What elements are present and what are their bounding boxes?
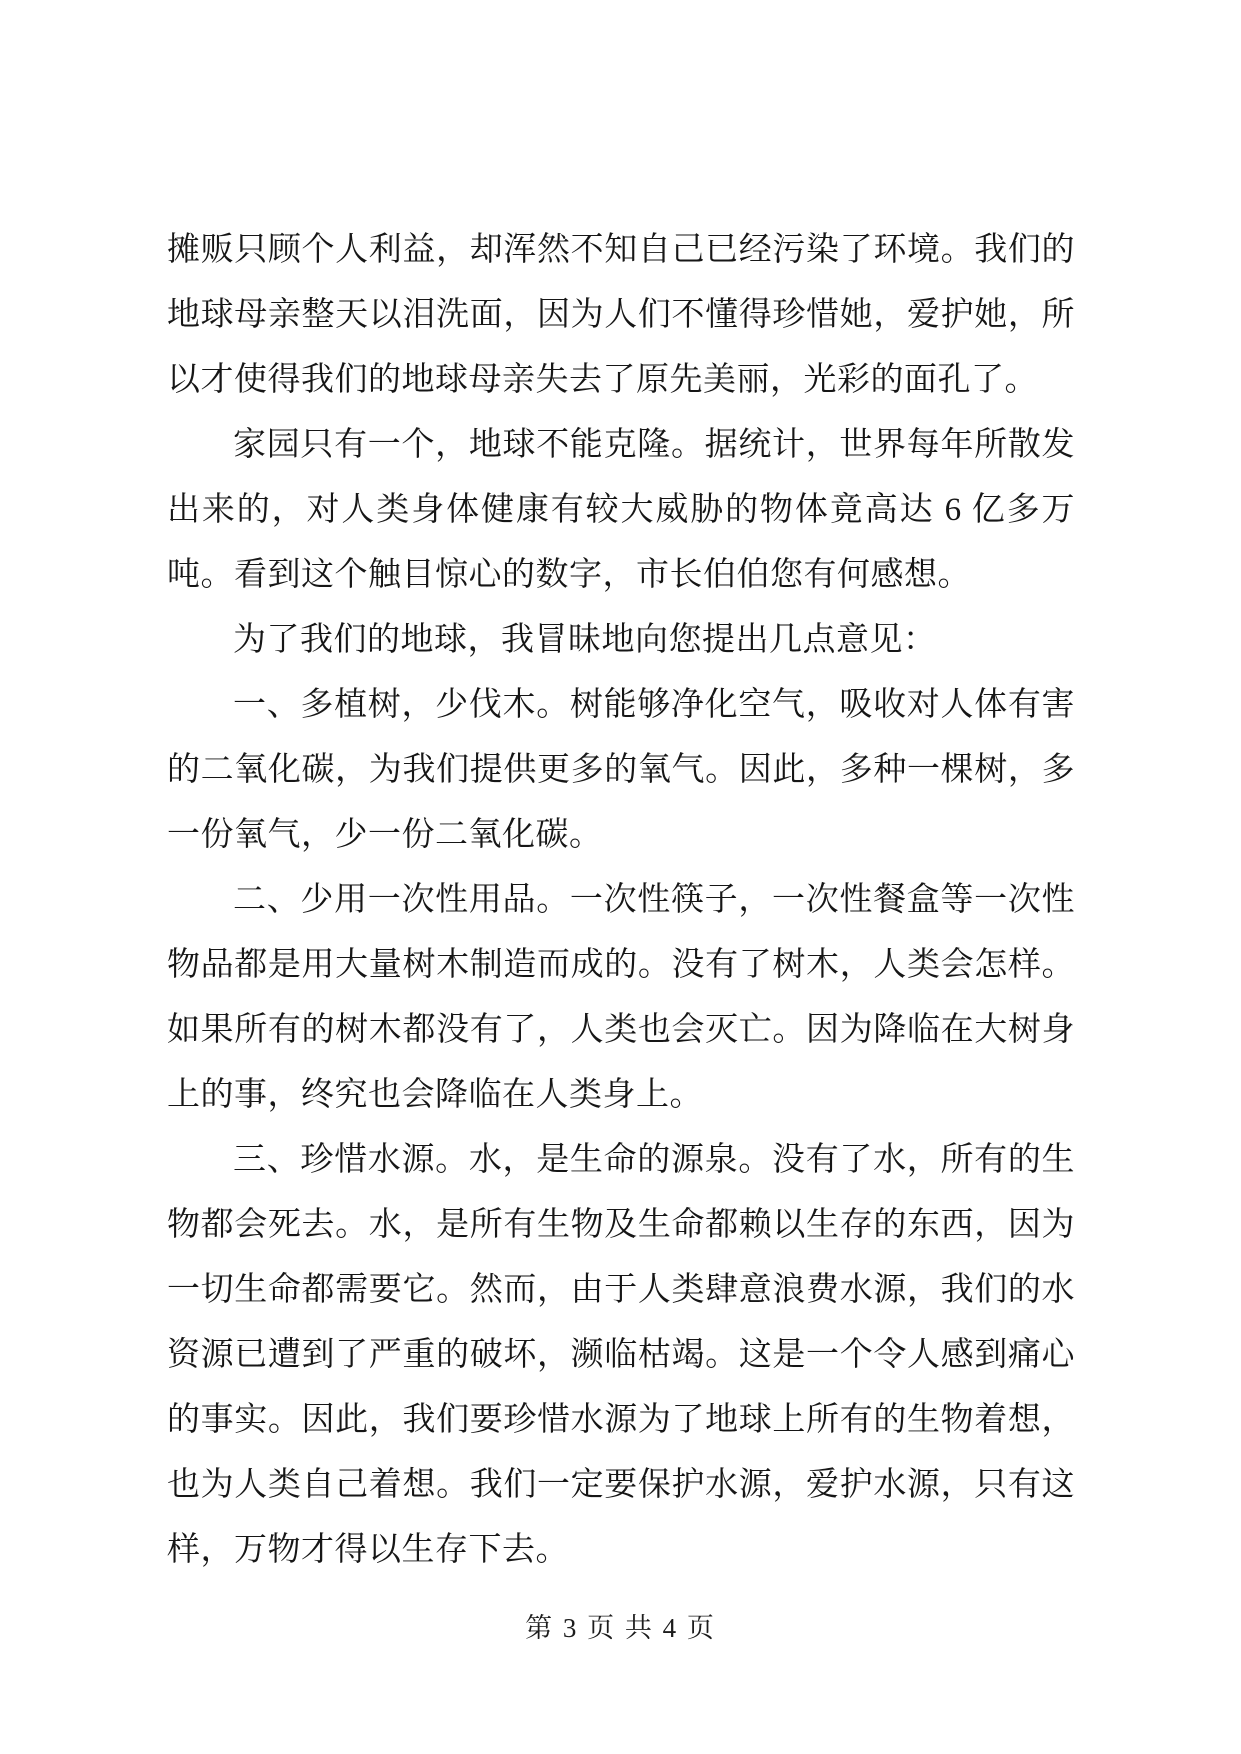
- document-body: [167, 218, 1075, 1583]
- paragraph: 摊贩只顾个人利益，却浑然不知自己已经污染了环境。我们的地球母亲整天以泪洗面，因为人们不懂得珍惜她，爱护她，所以才使得我们的地球母亲失去了原先美丽，光彩的面孔了。: [167, 232, 1075, 398]
- paragraph: 一、多植树，少伐木。树能够净化空气，吸收对人体有害的二氧化碳，为我们提供更多的氧气。因此，多种一棵树，多一份氧气，少一份二氧化碳。: [167, 687, 1075, 853]
- page-number-footer: 第 3 页 共 4 页: [525, 1613, 716, 1643]
- paragraph: 三、珍惜水源。水，是生命的源泉。没有了水，所有的生物都会死去。水，是所有生物及生命都赖以生存的东西，因为一切生命都需要它。然而，由于人类肆意浪费水源，我们的水资源已遭到了严重的破坏，濒临枯竭。这是一个令人感到痛心的事实。因此，我们要珍惜水源为了地球上所有的生物着想，也为人类自己着想。我们一定要保护水源，爱护水源，只有这样，万物才得以生存下去。: [167, 1142, 1075, 1568]
- paragraph: 二、少用一次性用品。一次性筷子，一次性餐盒等一次性物品都是用大量树木制造而成的。没有了树木，人类会怎样。如果所有的树木都没有了，人类也会灭亡。因为降临在大树身上的事，终究也会降临在人类身上。: [167, 882, 1075, 1113]
- paragraph: 家园只有一个，地球不能克隆。据统计，世界每年所散发出来的，对人类身体健康有较大威胁的物体竟高达 6 亿多万吨。看到这个触目惊心的数字，市长伯伯您有何感想。: [167, 427, 1075, 593]
- paragraph: 为了我们的地球，我冒昧地向您提出几点意见：: [233, 622, 937, 658]
